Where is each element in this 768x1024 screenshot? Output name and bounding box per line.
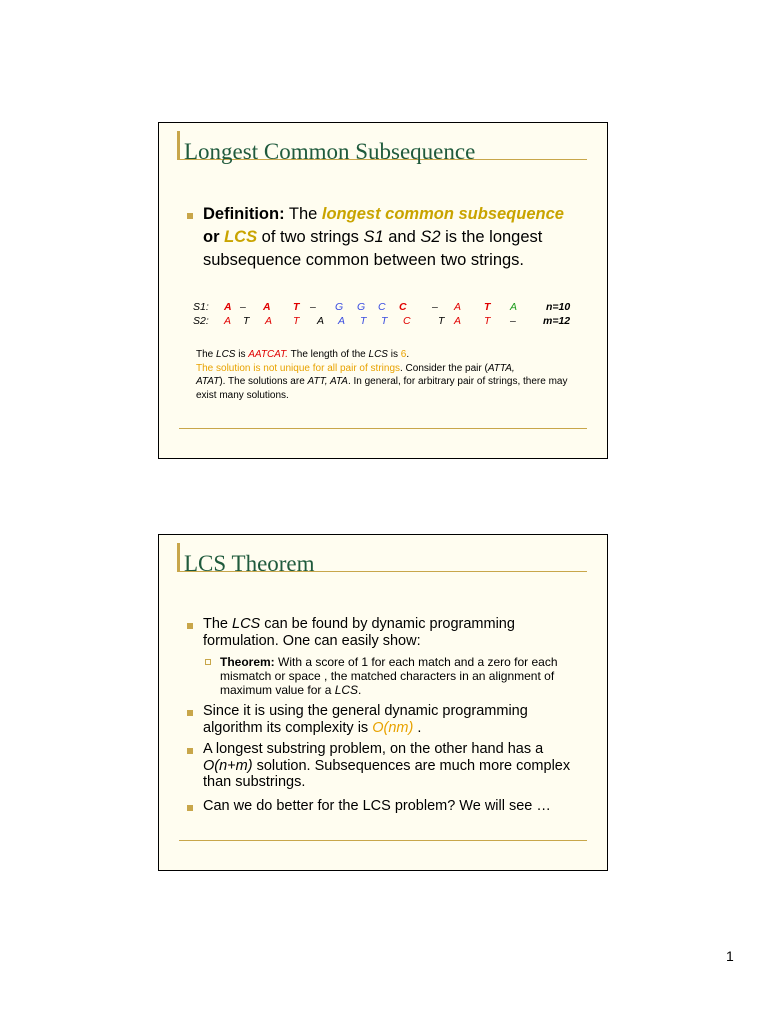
text-fragment: Since it is using the general dynamic programming algorithm its complexity is bbox=[203, 703, 528, 736]
text-fragment: A longest substring problem, on the other hand has a bbox=[203, 741, 544, 757]
text-fragment: The bbox=[203, 616, 233, 632]
text-fragment: . In general, for arbitrary pair of strings, there may exist many solutions. bbox=[196, 376, 568, 401]
text-fragment: . bbox=[413, 719, 422, 736]
seq-char: A bbox=[454, 301, 462, 313]
text-fragment: LCS bbox=[216, 349, 236, 360]
text-fragment: The length of the bbox=[288, 349, 369, 360]
bullet-square-icon bbox=[187, 213, 193, 219]
complexity-onm: O(nm) bbox=[372, 719, 414, 736]
text-fragment: ATTA, bbox=[487, 362, 515, 374]
bullet-lcs-dp bbox=[203, 616, 589, 649]
bullet-square-icon bbox=[187, 748, 193, 754]
bullet-square-icon bbox=[187, 710, 193, 716]
seq-char: A bbox=[317, 315, 325, 327]
text-fragment: O(n+m) bbox=[203, 757, 253, 774]
text-fragment: With a score of 1 for each match and a zero for each mismatch or space , the matched characters in an alignment of maximum value for a bbox=[220, 655, 558, 697]
bullet-can-we-do-better: Can we do better for the LCS problem? We will see … bbox=[203, 798, 551, 814]
slide-title: LCS Theorem bbox=[184, 551, 315, 576]
seq-char: A bbox=[265, 315, 273, 327]
text-fragment: ATAT bbox=[196, 376, 220, 387]
seq-char: A bbox=[510, 301, 518, 313]
text-fragment: . bbox=[358, 683, 362, 697]
seq-char: T bbox=[484, 315, 491, 327]
notes-paragraph bbox=[196, 348, 581, 402]
sequence-label: S1: bbox=[193, 301, 209, 313]
text-fragment: . bbox=[406, 349, 410, 360]
seq-char: – bbox=[240, 301, 246, 313]
text-fragment: The bbox=[196, 349, 217, 360]
sequence-s1-row bbox=[193, 301, 593, 315]
seq-char: T bbox=[243, 315, 250, 327]
seq-char: T bbox=[293, 301, 300, 313]
text-fragment: . Consider the pair ( bbox=[400, 362, 488, 374]
bullet-square-icon bbox=[187, 623, 193, 629]
text-fragment: can be found by dynamic programming formulation. One can easily show: bbox=[203, 616, 515, 649]
text-fragment: or bbox=[203, 228, 225, 246]
text-fragment: The bbox=[284, 205, 322, 223]
string-s2: S2 bbox=[420, 228, 441, 246]
definition-label: Definition: bbox=[203, 205, 285, 223]
text-fragment: solution. Subsequences are much more complex than substrings. bbox=[203, 757, 571, 790]
footer-divider bbox=[179, 428, 587, 429]
seq-char: T bbox=[293, 315, 300, 327]
bullet-substring bbox=[203, 741, 589, 791]
seq-char: – bbox=[432, 301, 438, 313]
sequence-s2-row bbox=[193, 315, 593, 329]
seq-char: A bbox=[224, 315, 232, 327]
seq-char: C bbox=[378, 301, 386, 313]
text-fragment: is bbox=[235, 349, 249, 360]
text-fragment: of two strings bbox=[257, 228, 364, 246]
notes-text bbox=[196, 348, 581, 402]
seq-char: G bbox=[335, 301, 344, 313]
slide-lcs-theorem bbox=[158, 534, 608, 871]
sub-bullet-theorem bbox=[220, 655, 580, 697]
sequence-length-n: n=10 bbox=[546, 301, 571, 313]
seq-char: A bbox=[454, 315, 462, 327]
seq-char: A bbox=[338, 315, 346, 327]
seq-char: T bbox=[484, 301, 491, 313]
text-fragment: ). The solutions are bbox=[219, 376, 308, 387]
text-fragment: is the longest subsequence common between two strings. bbox=[203, 228, 543, 269]
seq-char: T bbox=[360, 315, 367, 327]
definition-paragraph bbox=[203, 203, 583, 272]
seq-char: C bbox=[399, 301, 407, 313]
term-lcs: LCS bbox=[224, 228, 258, 246]
text-fragment: LCS bbox=[334, 683, 359, 697]
text-fragment: is bbox=[387, 349, 401, 360]
text-fragment: ATT, ATA bbox=[307, 376, 348, 387]
seq-char: C bbox=[403, 315, 411, 327]
string-s1: S1 bbox=[363, 228, 384, 246]
seq-char: T bbox=[438, 315, 445, 327]
seq-char: – bbox=[310, 301, 316, 313]
not-unique-note: The solution is not unique for all pair of strings bbox=[196, 362, 400, 374]
text-fragment: Theorem: bbox=[220, 655, 275, 669]
text-fragment: and bbox=[383, 228, 421, 246]
seq-char: G bbox=[357, 301, 366, 313]
lcs-length: 6 bbox=[400, 349, 407, 360]
text-fragment: LCS bbox=[232, 616, 261, 632]
sub-bullet-square-icon bbox=[205, 659, 211, 665]
bullet-complexity bbox=[203, 703, 589, 736]
seq-char: T bbox=[381, 315, 388, 327]
page-number: 1 bbox=[726, 948, 734, 964]
sequence-length-m: m=12 bbox=[543, 315, 571, 327]
seq-char: A bbox=[263, 301, 271, 313]
lcs-value: AATCAT. bbox=[248, 349, 289, 360]
sequence-label: S2: bbox=[193, 315, 209, 327]
footer-divider bbox=[179, 840, 587, 841]
text-fragment: LCS bbox=[368, 349, 388, 360]
seq-char: – bbox=[510, 315, 516, 327]
slide-title: Longest Common Subsequence bbox=[184, 139, 476, 164]
slide-lcs-definition bbox=[158, 122, 608, 459]
term-longest-common-subsequence: longest common subsequence bbox=[321, 205, 564, 223]
bullet-square-icon bbox=[187, 805, 193, 811]
seq-char: A bbox=[224, 301, 232, 313]
